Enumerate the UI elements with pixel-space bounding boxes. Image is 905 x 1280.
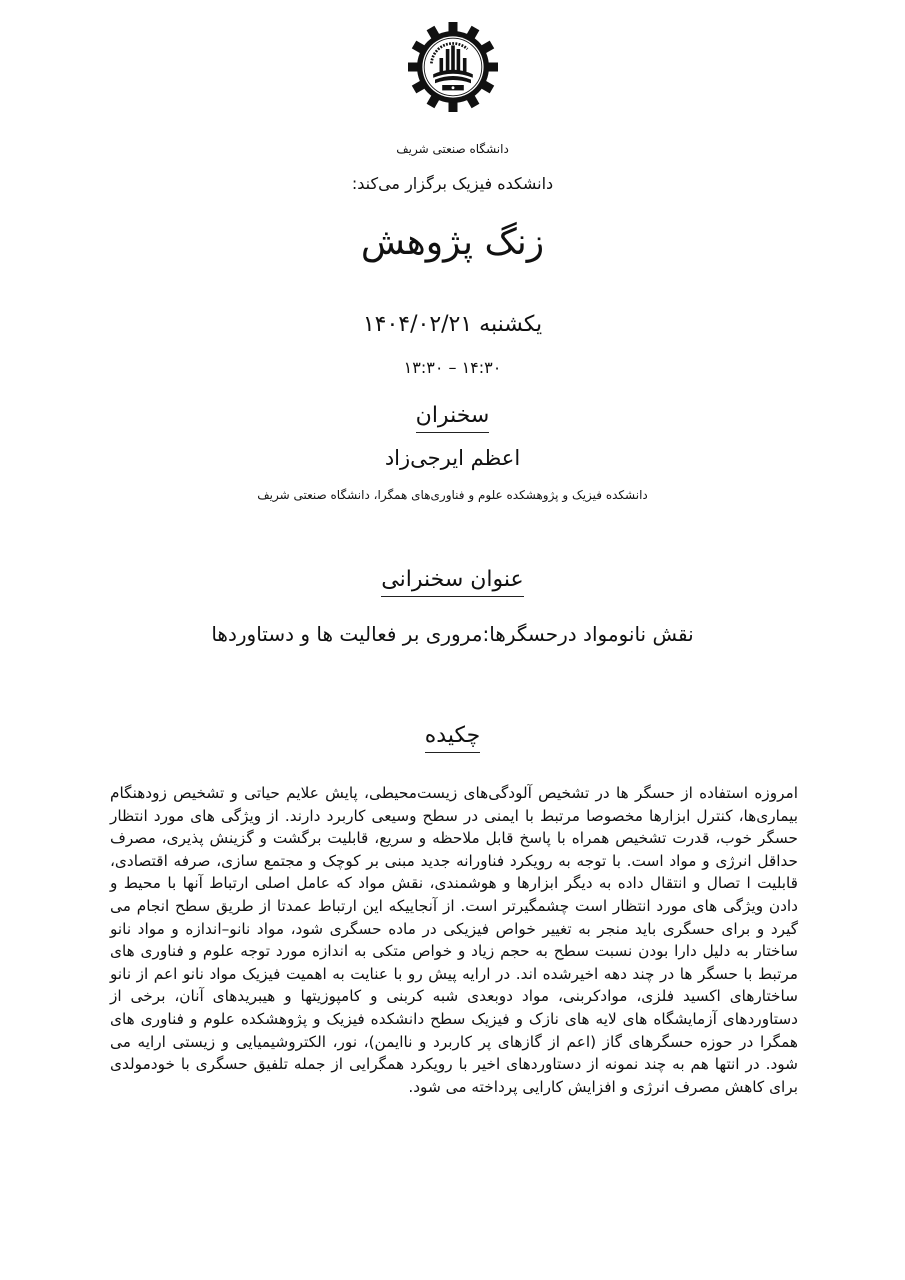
university-logo xyxy=(408,22,498,112)
abstract-section xyxy=(0,722,905,753)
event-title: زنگ پژوهش xyxy=(360,222,545,263)
speakers-heading: سخنران xyxy=(416,402,490,433)
event-time: ۱۴:۳۰ – ۱۳:۳۰ xyxy=(403,358,502,377)
university-name: دانشگاه صنعتی شریف xyxy=(396,142,509,156)
speaker-name: اعظم ایرجی‌زاد xyxy=(384,446,521,470)
speaker-affiliation: دانشکده فیزیک و پژوهشکده علوم و فناوری‌های همگرا، دانشگاه صنعتی شریف xyxy=(257,488,648,502)
abstract-heading: چکیده xyxy=(425,722,480,753)
department-presents: دانشکده فیزیک برگزار می‌کند: xyxy=(351,174,554,193)
speakers-section xyxy=(0,402,905,433)
talk-section xyxy=(0,566,905,597)
event-date: یکشنبه ۱۴۰۴/۰۲/۲۱ xyxy=(362,312,543,337)
talk-heading: عنوان سخنرانی xyxy=(381,566,523,597)
abstract-text: امروزه استفاده از حسگر ها در تشخیص آلودگی‌های زیست‌محیطی، پایش علایم حیاتی و تشخیص زودهنگام بیماری‌ها، کنترل ابزارها مخصوصا مرتبط با ایمنی در سطح وسیعی کاربرد دارند. از ویژگی های مورد انتظار حسگر خوب، قدرت تشخیص همراه با پاسخ قابل ملاحظه و سریع، قابلیت برگشت و گزینش پذیری، مصرف حداقل انرژی و مواد است. با توجه به رویکرد فناورانه جدید مبنی بر کوچک و مجتمع سازی، صرفه اقتصادی، قابلیت ا تصال و انتقال داده به دیگر ابزارها و هوشمندی، نقش مواد که عامل اصلی ارتباط آنها با محیط و دادن ویژگی های مورد انتظار است چشمگیرتر است. از آنجاییکه این ارتباط عمدتا از طریق سطح انجام می گیرد و برای حسگری باید منجر به تغییر خواص فیزیکی در ماده حسگری شود، مواد نانو–اندازه و مواد نانو ساختار به دلیل دارا بودن نسبت سطح به حجم زیاد و خواص متکی به اندازه مورد توجه علوم و فناوری های مرتبط با حسگر ها در چند دهه اخیرشده اند. در ارایه پیش رو با عنایت به اهمیت فیزیک مواد نانو اعم از نانو ساختارهای اکسید فلزی، موادکربنی، مواد دوبعدی شبه کربنی و کامپوزیتها و هیبریدهای آنان، برخی از دستاوردهای آزمایشگاه های لایه های نازک و فیزیک سطح دانشکده فیزیک و پژوهشکده علوم و فناوری های همگرا در حوزه حسگرهای گاز (اعم از گازهای پر کاربرد و ناایمن)، نور، الکتروشیمیایی و زیستی ارایه می شود. در انتها هم به چند نمونه از دستاوردهای اخیر با رویکرد همگرایی از جمله تلفیق حسگری با خودمولدی برای کاهش مصرف انرژی و افزایش کارایی پرداخته می شود. xyxy=(110,784,798,1096)
talk-title: نقش نانومواد درحسگرها:مروری بر فعالیت ها و دستاوردها xyxy=(211,622,694,646)
